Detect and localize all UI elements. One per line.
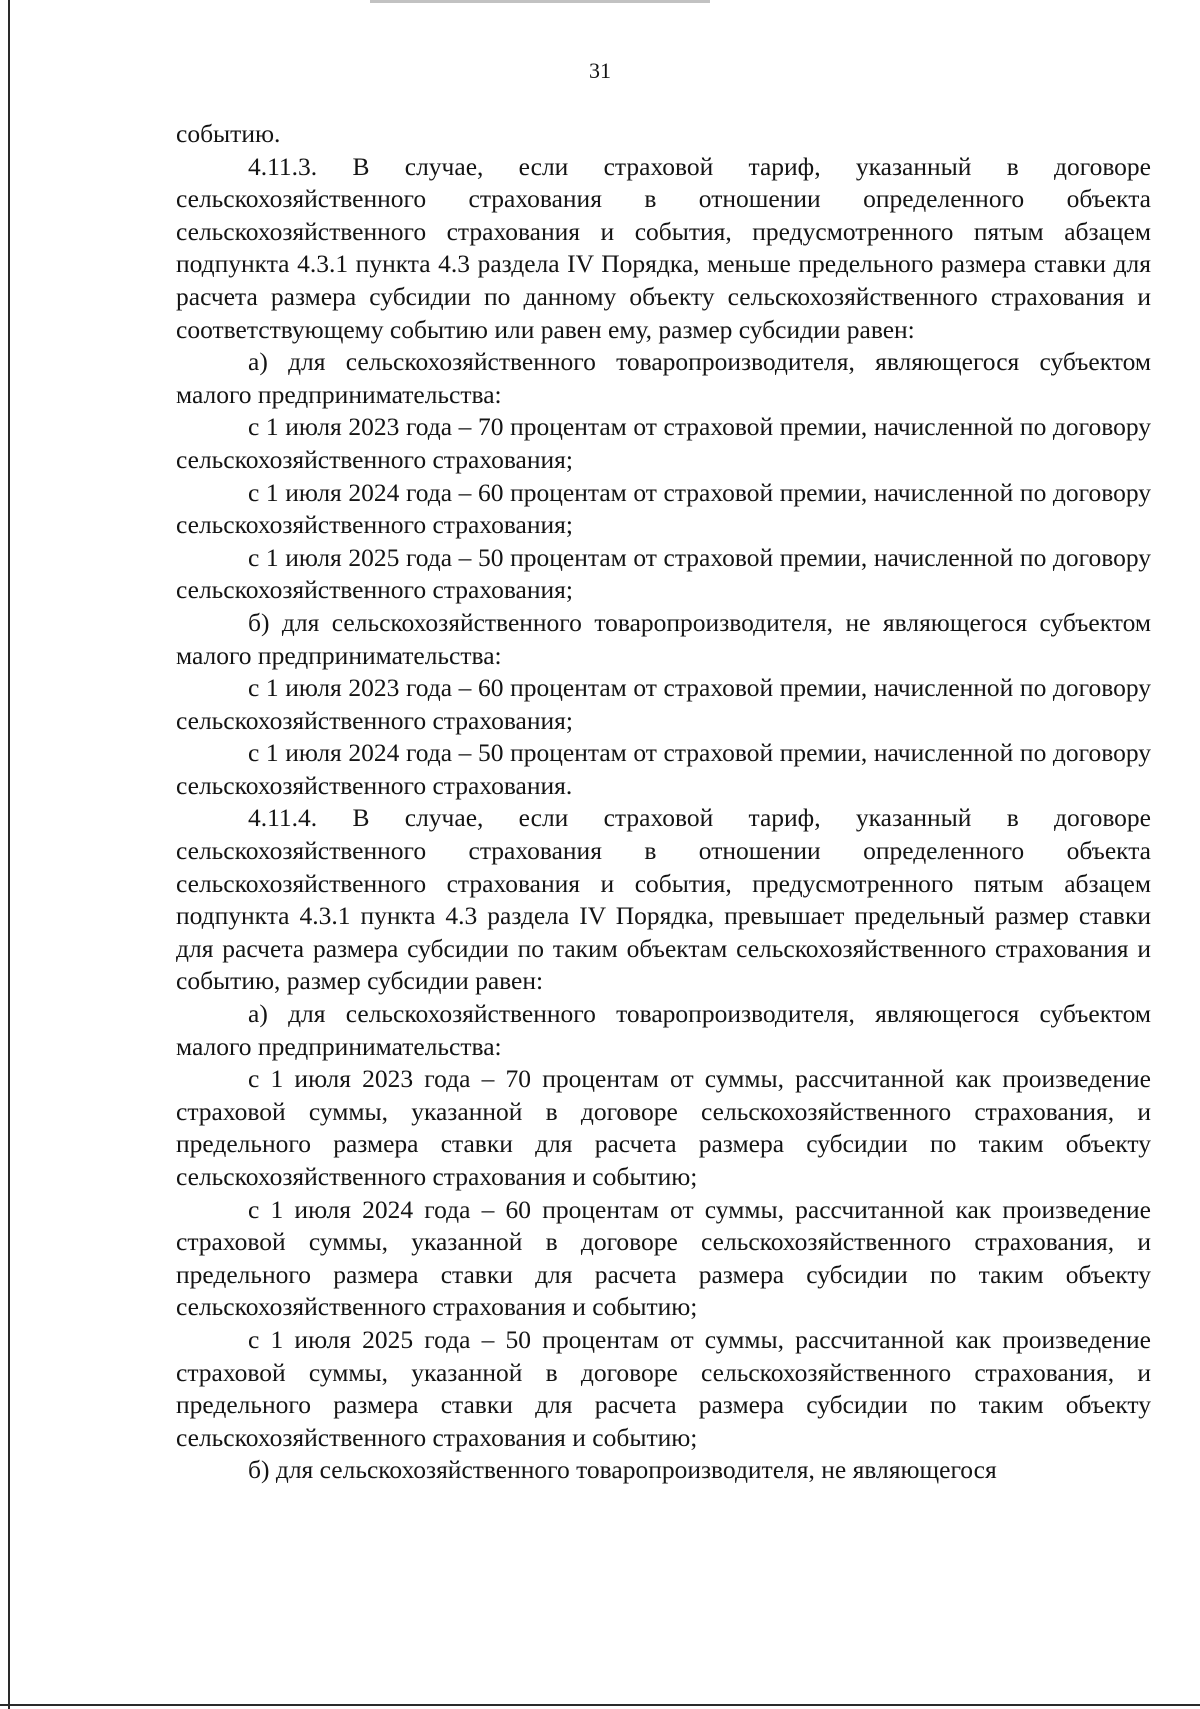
paragraph-rate-2025: с 1 июля 2025 года – 50 процентам от суммы, рассчитанной как произведение страховой суммы, указанной в договоре сельскохозяйственного страхования, и предельного размера ставки для расчета размера субсидии по таким объекту сельскохозяйственного страхования и событию; <box>176 1324 1151 1452</box>
paragraph-rate-2024: с 1 июля 2024 года – 60 процентам от страховой премии, начисленной по договору сельскохозяйственного страхования; <box>176 477 1151 540</box>
paragraph-item-a: а) для сельскохозяйственного товаропроизводителя, являющегося субъектом малого предпринимательства: <box>176 347 1151 409</box>
paragraph-rate-2025: с 1 июля 2025 года – 50 процентам от страховой премии, начисленной по договору сельскохозяйственного страхования; <box>176 542 1151 605</box>
scan-top-artifact <box>370 0 710 3</box>
paragraph-item-b: б) для сельскохозяйственного товаропроизводителя, не являющегося субъектом малого предпринимательства: <box>176 607 1151 670</box>
paragraph-continuation: событию. <box>176 119 281 148</box>
document-body <box>176 118 1151 1487</box>
paragraph-rate-2024: с 1 июля 2024 года – 60 процентам от суммы, рассчитанной как произведение страховой суммы, указанной в договоре сельскохозяйственного страхования, и предельного размера ставки для расчета размера субсидии по таким объекту сельскохозяйственного страхования и событию; <box>176 1194 1151 1322</box>
page-number: 31 <box>589 58 611 83</box>
paragraph-item-b: б) для сельскохозяйственного товаропроизводителя, не являющегося <box>248 1455 997 1485</box>
paragraph-4-11-4: 4.11.4. В случае, если страховой тариф, указанный в договоре сельскохозяйственного страхования в отношении определенного объекта сельскохозяйственного страхования и события, предусмотренного пятым абзацем подпункта 4.3.1 пункта 4.3 раздела IV Порядка, превышает предельный размер ставки для расчета размера субсидии по таким объектам сельскохозяйственного страхования и событию, размер субсидии равен: <box>176 803 1151 996</box>
paragraph-rate-2024: с 1 июля 2024 года – 50 процентам от страховой премии, начисленной по договору сельскохозяйственного страхования. <box>176 738 1151 800</box>
paragraph-rate-2023: с 1 июля 2023 года – 70 процентам от суммы, рассчитанной как произведение страховой суммы, указанной в договоре сельскохозяйственного страхования, и предельного размера ставки для расчета размера субсидии по таким объекту сельскохозяйственного страхования и событию; <box>176 1064 1151 1191</box>
scan-bottom-border <box>0 1704 1200 1706</box>
scan-left-border <box>8 0 10 1709</box>
paragraph-rate-2023: с 1 июля 2023 года – 70 процентам от страховой премии, начисленной по договору сельскохозяйственного страхования; <box>176 412 1151 474</box>
paragraph-4-11-3: 4.11.3. В случае, если страховой тариф, указанный в договоре сельскохозяйственного страхования в отношении определенного объекта сельскохозяйственного страхования и события, предусмотренного пятым абзацем подпункта 4.3.1 пункта 4.3 раздела IV Порядка, меньше предельного размера ставки для расчета размера субсидии по данному объекту сельскохозяйственного страхования и соответствующему событию или равен ему, размер субсидии равен: <box>176 151 1151 344</box>
paragraph-item-a: а) для сельскохозяйственного товаропроизводителя, являющегося субъектом малого предпринимательства: <box>176 999 1151 1061</box>
paragraph-rate-2023: с 1 июля 2023 года – 60 процентам от страховой премии, начисленной по договору сельскохозяйственного страхования; <box>176 673 1151 735</box>
